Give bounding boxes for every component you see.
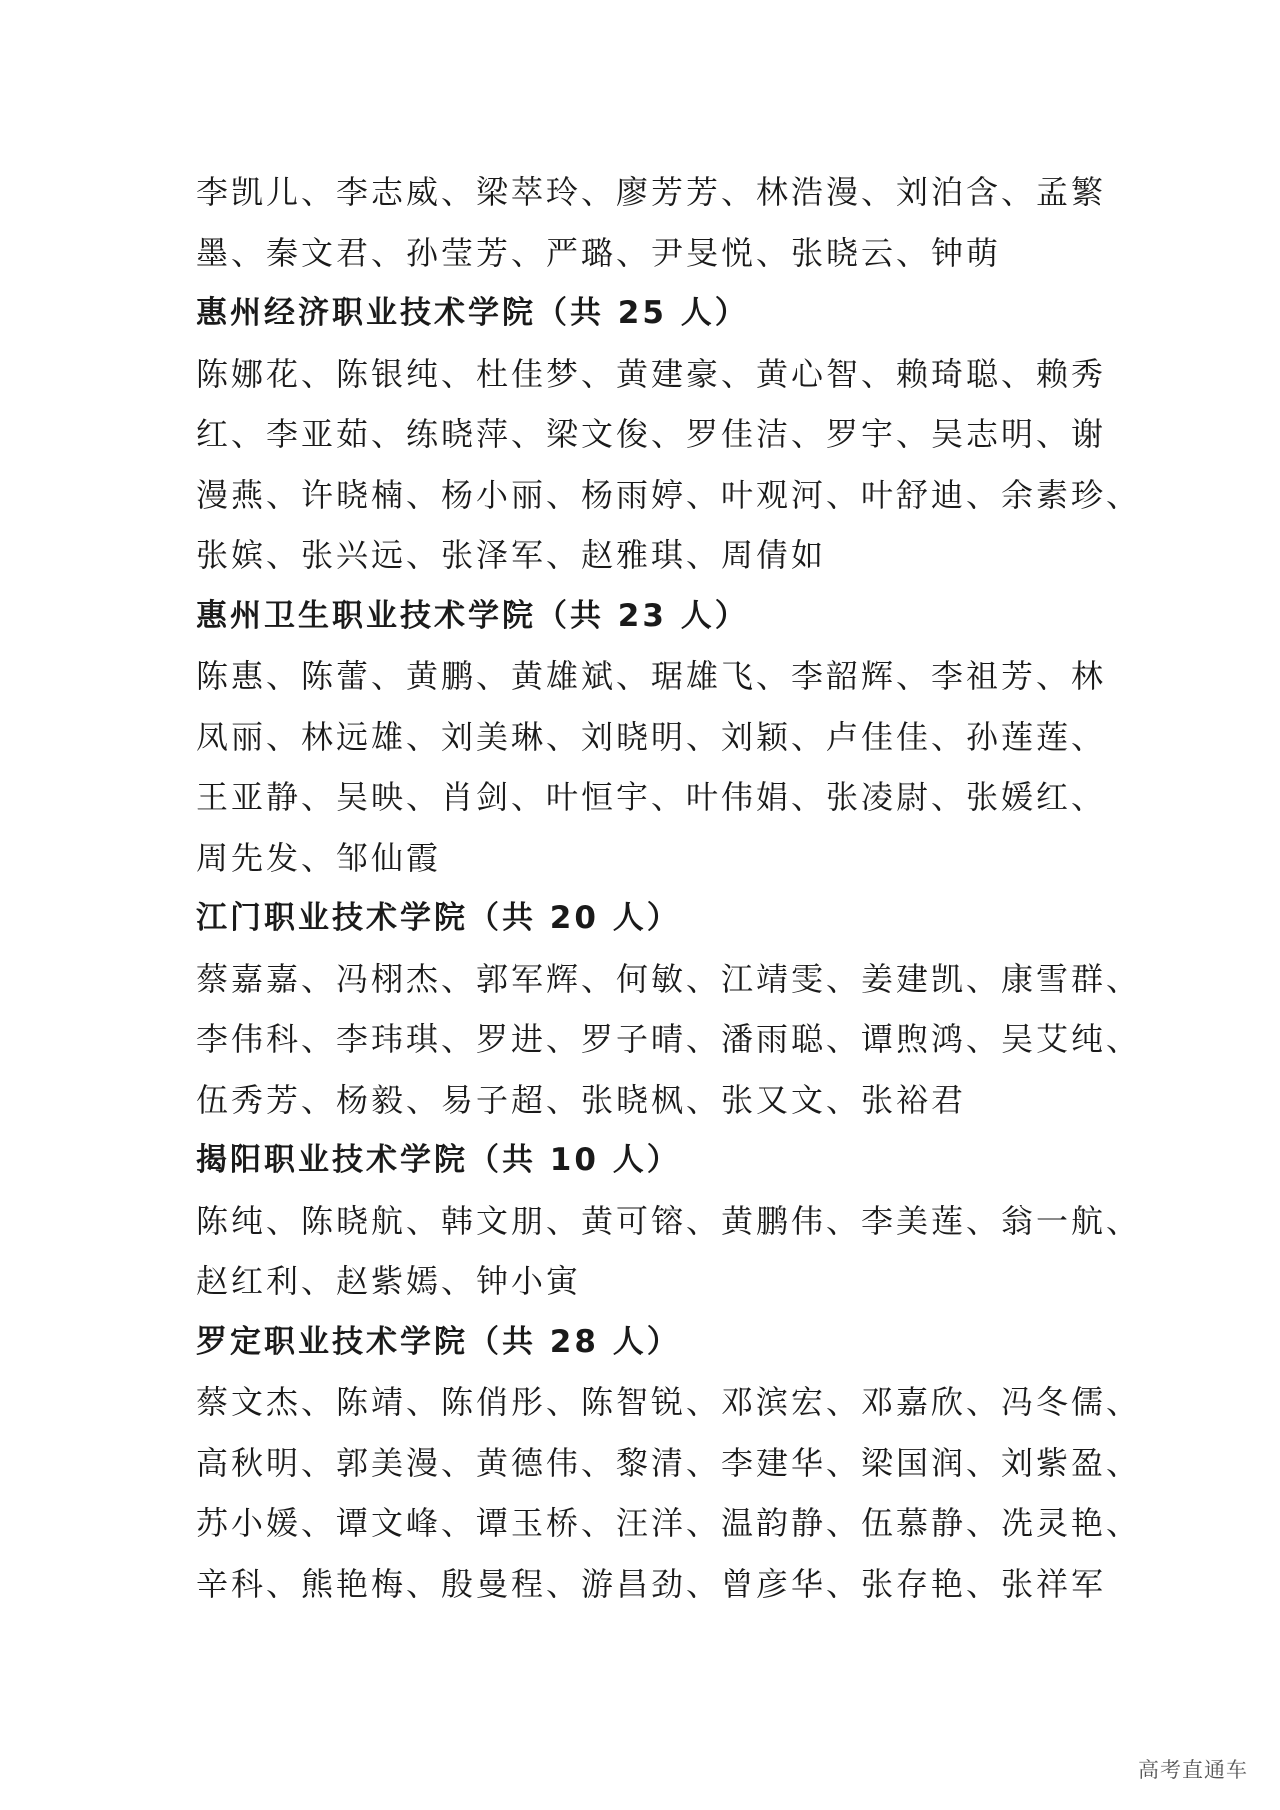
college-heading-huizhou-health: 惠州卫生职业技术学院（共 23 人） (196, 597, 749, 634)
document-body (196, 162, 1142, 1614)
college-heading-jiangmen: 江门职业技术学院（共 20 人） (196, 900, 681, 936)
name-list-line: 陈娜花、陈银纯、杜佳梦、黄建豪、黄心智、赖琦聪、赖秀 (196, 354, 1107, 393)
name-list-line: 王亚静、吴映、肖剑、叶恒宇、叶伟娟、张凌尉、张媛红、 (196, 778, 1107, 816)
name-list-line: 蔡嘉嘉、冯栩杰、郭军辉、何敏、江靖雯、姜建凯、康雪群、 (196, 959, 1142, 998)
name-list-line: 陈惠、陈蕾、黄鹏、黄雄斌、琚雄飞、李韶辉、李祖芳、林 (196, 657, 1107, 695)
name-list-line: 伍秀芳、杨毅、易子超、张晓枫、张又文、张裕君 (196, 1080, 967, 1119)
name-list-line: 蔡文杰、陈靖、陈俏彤、陈智锐、邓滨宏、邓嘉欣、冯冬儒、 (196, 1383, 1142, 1421)
name-list-line: 墨、秦文君、孙莹芳、严璐、尹旻悦、张晓云、钟萌 (196, 233, 1002, 272)
name-list-line: 李凯儿、李志威、梁萃玲、廖芳芳、林浩漫、刘泊含、孟繁 (196, 173, 1107, 211)
college-heading-jieyang: 揭阳职业技术学院（共 10 人） (196, 1142, 681, 1178)
name-list-line: 辛科、熊艳梅、殷曼程、游昌劲、曾彦华、张存艳、张祥军 (196, 1564, 1107, 1603)
name-list-line: 周先发、邹仙霞 (196, 838, 442, 877)
name-list-line: 赵红利、赵紫嫣、钟小寅 (196, 1262, 582, 1300)
name-list-line: 高秋明、郭美漫、黄德伟、黎清、李建华、梁国润、刘紫盈、 (196, 1443, 1142, 1482)
college-heading-huizhou-economic: 惠州经济职业技术学院（共 25 人） (196, 295, 749, 331)
name-list-line: 陈纯、陈晓航、韩文朋、黄可镕、黄鹏伟、李美莲、翁一航、 (196, 1201, 1142, 1240)
name-list-line: 苏小媛、谭文峰、谭玉桥、汪洋、温韵静、伍慕静、冼灵艳、 (196, 1504, 1142, 1542)
college-heading-luoding: 罗定职业技术学院（共 28 人） (196, 1323, 681, 1360)
watermark-text: 高考直通车 (1138, 1758, 1248, 1782)
name-list-line: 张嫔、张兴远、张泽军、赵雅琪、周倩如 (196, 536, 827, 574)
name-list-line: 红、李亚茹、练晓萍、梁文俊、罗佳洁、罗宇、吴志明、谢 (196, 415, 1107, 453)
name-list-line: 李伟科、李玮琪、罗进、罗子晴、潘雨聪、谭煦鸿、吴艾纯、 (196, 1020, 1142, 1058)
name-list-line: 漫燕、许晓楠、杨小丽、杨雨婷、叶观河、叶舒迪、余素珍、 (196, 475, 1142, 514)
name-list-line: 凤丽、林远雄、刘美琳、刘晓明、刘颖、卢佳佳、孙莲莲、 (196, 717, 1107, 756)
